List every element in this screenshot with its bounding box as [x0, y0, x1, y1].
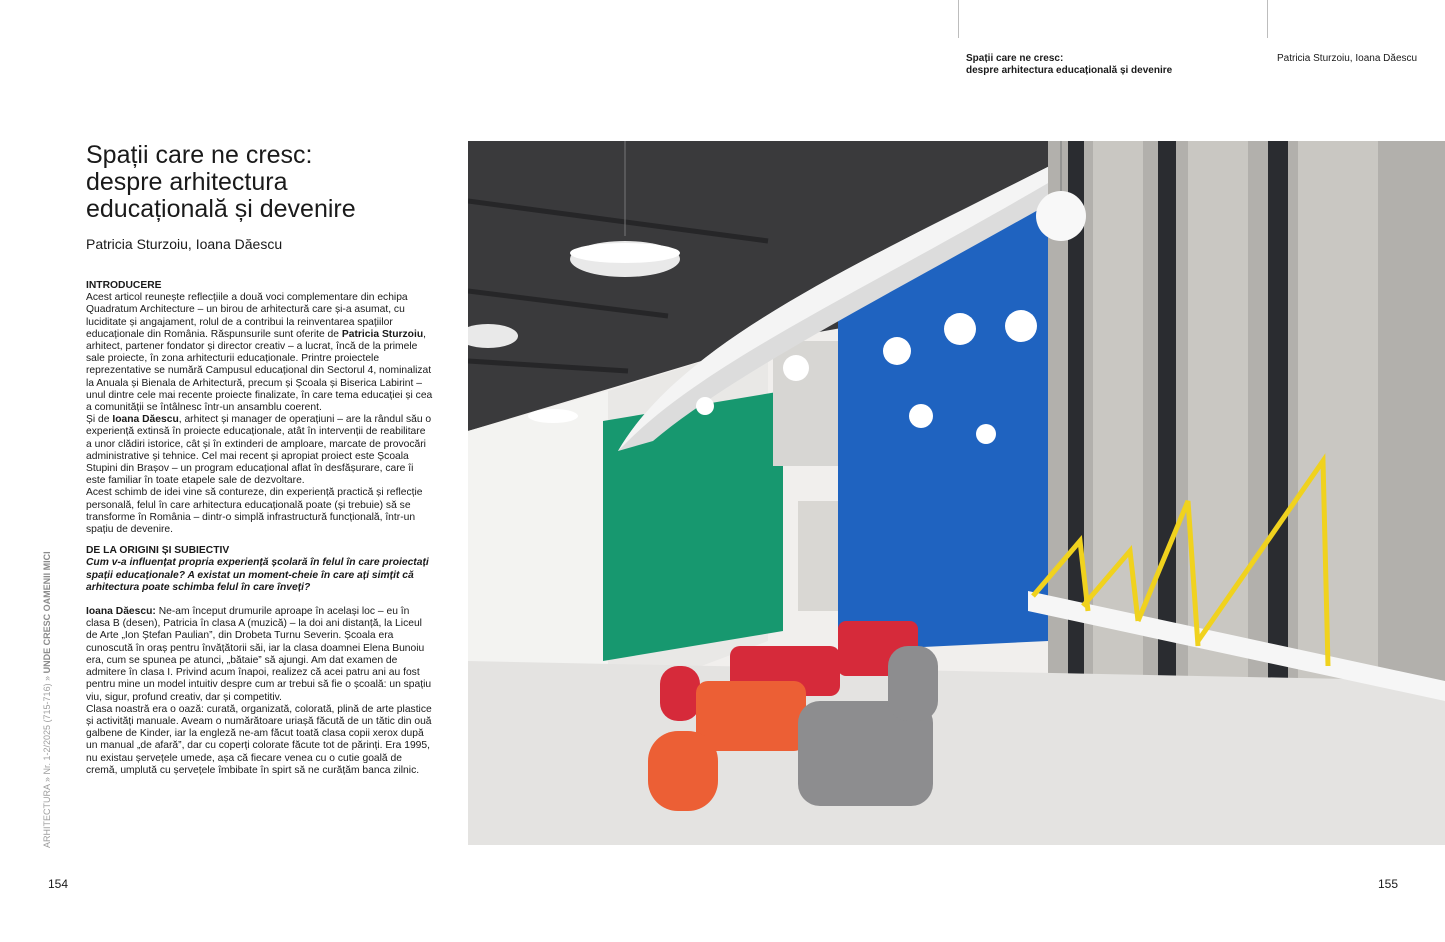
header-divider-right	[1267, 0, 1268, 38]
intro-paragraph-2	[86, 414, 434, 487]
interior-photo	[468, 141, 1445, 845]
intro-p1-text: Acest articol reunește reflecțiile a două voci complementare din echipa Quadratum Architecture – un birou de arhitectură care și-a asumat, cu luciditate și angajament, rolul de a contribui la reinventarea spațiilor educaționale din România. Răspunsurile sunt oferite de	[86, 292, 408, 340]
side-label-section: UNDE CRESC OAMENII MICI	[42, 551, 52, 674]
header-divider-left	[958, 0, 959, 38]
author-name-patricia: Patricia Sturzoiu	[341, 328, 424, 340]
answer-speaker: Ioana Dăescu:	[86, 606, 156, 618]
globe-lamp	[1005, 310, 1037, 342]
intro-p1-text-cont: , arhitect, partener fondator și director creativ – a lucrat, încă de la primele sale proiecte, în zona arhitecturii educaționale. Printre proiectele reprezentative se numără Campusul educațional din Sectorul 4, nominalizat la Anuala și Bienala de Arhitectură, precum și Școala și Biserica Labirint – unul dintre cele mai recente proiecte finalizate, în care tema educației și cea a comunității se întâlnesc într-un ansamblu coerent.	[86, 328, 433, 414]
globe-lamp	[696, 397, 714, 415]
answer-paragraph-2: Clasa noastră era o oază: curată, organizată, colorată, plină de arte plastice și activități manuale. Aveam o numărătoare uriașă făcută de un tătic din ouă galbene de Kinder, iar la engleză ne-am făcut toată clasa copii xerox după un manual „de afară”, dar cu coperți colorate făcute tot de părinți. Era 1995, nu existau șervețele umede, așa că fiecare venea cu o cutie goală de cremă, umplută cu șervețele îmbibate în spirt să ne curățăm banca zilnic.	[86, 703, 432, 776]
ceiling-spot	[528, 409, 578, 423]
title-line-3: educațională și devenire	[86, 195, 356, 223]
intro-paragraph-3: Acest schimb de idei vine să contureze, din experiență practică și reflecție personală, felul în care arhitectura educațională poate (și trebuie) să se transforme în România – dintr-o simplă infrastructură funcțională, într-un spațiu de devenire.	[86, 487, 423, 536]
mezzanine-balcony	[773, 341, 843, 466]
orange-stool	[648, 731, 718, 811]
running-title-line2: despre arhitectura educațională și devenire	[966, 65, 1173, 76]
side-label-prefix: ARHITECTURA » Nr. 1-2/2025 (715-716) »	[42, 673, 52, 848]
vertical-side-label	[42, 551, 52, 848]
answer-p1-text: Ne-am început drumurile aproape în același loc – eu în clasa B (desen), Patricia în clasa A (muzică) – la doi ani distanță, la Liceul de Arte „Ion Ștefan Paulian”, din Drobeta Turnu Severin. Școala era cunoscută în oraș pentru învățătorii săi, iar la clasa doamnei Elena Bunoiu era, cum se spunea pe atunci, „bătaie” să ajungi. Am dat examen de admitere în clasa I. Privind acum înapoi, realizez că acei patru ani au fost pentru mine un model intuitiv despre cum ar trebui să fie o școală: un spațiu viu, sigur, profund creativ, dar și competitiv.	[86, 606, 432, 703]
article-body	[86, 280, 434, 777]
running-authors: Patricia Sturzoiu, Ioana Dăescu	[1277, 53, 1418, 64]
answer-paragraph-1	[86, 606, 434, 704]
orange-seat	[696, 681, 806, 751]
green-wall	[603, 391, 783, 661]
grey-seat-back	[888, 646, 938, 721]
section-heading-origins: DE LA ORIGINI ȘI SUBIECTIV	[86, 545, 230, 557]
globe-lamp	[976, 424, 996, 444]
author-name-ioana: Ioana Dăescu	[112, 414, 179, 426]
intro-p2-text-cont: , arhitect și manager de operațiuni – are la rândul său o experiență extinsă în proiecte educaționale, atât în intervenții de reabilitare a unor clădiri istorice, cât și în extinderi de amploare, marcate de provocări administrative și tehnice. Cel mai recent și apropiat proiect este Școala Stupini din Brașov – un program educațional aflat în desfășurare, care îi este familiar în toate etapele sale de dezvoltare.	[86, 414, 432, 487]
globe-lamp	[883, 337, 911, 365]
floor	[468, 661, 1445, 845]
globe-lamp	[909, 404, 933, 428]
title-line-1: Spații care ne cresc:	[86, 141, 313, 169]
page-number-left: 154	[48, 877, 69, 891]
globe-lamp	[783, 355, 809, 381]
globe-lamp	[944, 313, 976, 345]
intro-p2-text: Și de	[86, 414, 113, 426]
article-title	[86, 142, 436, 223]
article-authors: Patricia Sturzoiu, Ioana Dăescu	[86, 236, 283, 252]
title-line-2: despre arhitectura	[86, 168, 288, 196]
interior-photo-illustration	[468, 141, 1445, 845]
interview-question: Cum v-a influențat propria experiență școlară în felul în care proiectați spații educaționale? A existat un moment-cheie în care ați simțit că arhitectura poate schimba felul în care înveți?	[86, 557, 429, 593]
red-stool	[660, 666, 700, 721]
intro-paragraph-1	[86, 292, 434, 414]
page-number-right: 155	[1378, 877, 1399, 891]
running-title-line1: Spații care ne cresc:	[966, 53, 1064, 64]
running-title	[966, 53, 1172, 77]
corridor-opening	[798, 501, 838, 611]
globe-lamp	[1036, 191, 1086, 241]
intro-heading: INTRODUCERE	[86, 280, 162, 291]
